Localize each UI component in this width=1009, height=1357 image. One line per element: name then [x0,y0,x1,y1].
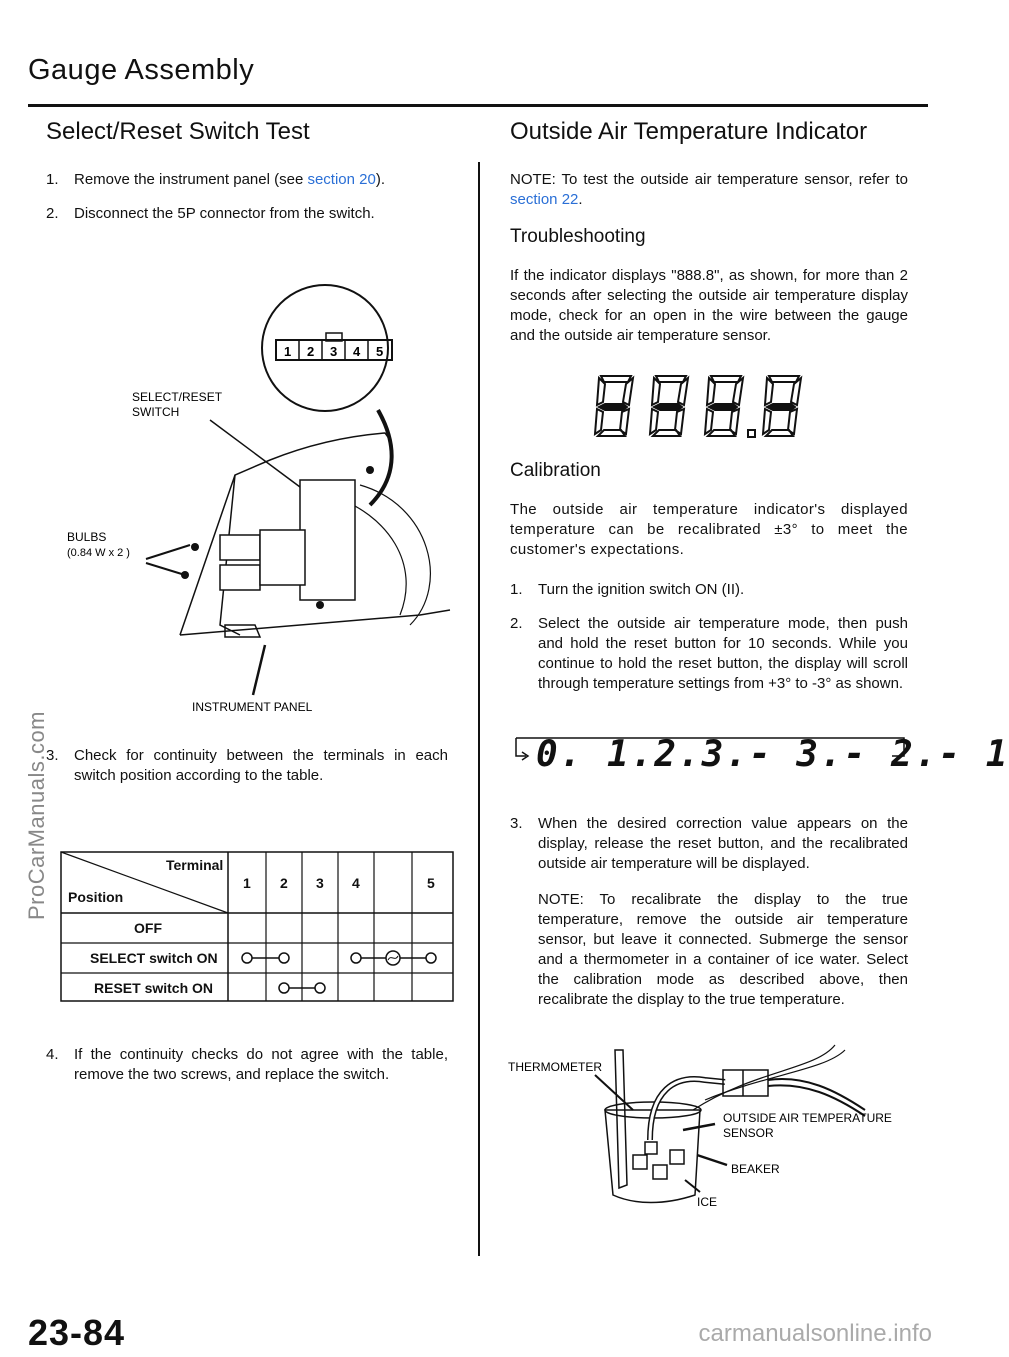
segment-display-8888 [595,372,815,442]
switch-diagram [60,265,460,715]
cal-step-1 [510,580,908,600]
row-position: OFF [134,920,162,936]
section-22-link[interactable]: section 22 [510,191,579,208]
step-number: 1. [510,581,523,598]
step-number: 2. [46,205,59,222]
calibration-note: NOTE: To recalibrate the display to the true temperature, remove the outside air temperature sensor, but leave it connected. Submerge the sensor and a thermometer in a container of ice water. Select the calibration mode as described above, then recalibrate the display to the true temperature. [538,891,908,1008]
step-text: Check for continuity between the terminals in each switch position according to the table. [74,747,448,784]
note-text: NOTE: To test the outside air temperature sensor, refer to [510,171,908,188]
scroll-display-value: 0. 1.2.3.- 3.- 2.- 1 [536,734,1009,775]
troubleshooting-text: If the indicator displays "888.8", as shown, for more than 2 seconds after selecting the outside air temperature display mode, check for an open in the wire between the gauge and the outside air temperature sensor. [510,267,908,344]
step-number: 4. [46,1046,59,1063]
label-thermometer: THERMOMETER [508,1060,602,1074]
label-beaker: BEAKER [731,1162,780,1176]
continuity-table [60,851,454,1001]
terminal-header: 3 [316,875,324,891]
select-reset-heading: Select/Reset Switch Test [46,118,310,145]
label-select-reset: SELECT/RESET [132,390,223,404]
header-terminal: Terminal [166,857,224,873]
label-sensor-2: SENSOR [723,1126,774,1140]
note-text: . [578,191,583,208]
pin-label: 2 [307,344,315,359]
column-divider [478,162,480,1256]
pin-label: 4 [353,344,361,359]
step-text: Turn the ignition switch ON (II). [538,581,745,598]
step-1 [46,170,446,190]
pin-label: 1 [284,344,292,359]
label-bulbs: BULBS [67,530,107,544]
beaker-diagram [505,1030,915,1210]
row-position: SELECT switch ON [90,950,218,966]
step-text: If the continuity checks do not agree with the table, remove the two screws, and replace the switch. [74,1046,448,1083]
note-sensor-test [510,170,908,210]
step-number: 3. [46,747,59,764]
footer-watermark: carmanualsonline.info [698,1320,932,1347]
terminal-header: 1 [243,875,251,891]
title-rule [28,104,928,107]
step-4 [46,1045,448,1085]
pin-label: 3 [330,344,338,359]
header-position: Position [68,889,124,905]
step-text: When the desired correction value appears on the display, release the reset button, and the recalibrated outside air temperature will be displayed. [538,815,908,872]
step-3 [46,746,448,786]
label-sensor: OUTSIDE AIR TEMPERATURE [723,1111,892,1125]
section-20-link[interactable]: section 20 [307,171,376,188]
step-text: Remove the instrument panel (see [74,171,308,188]
label-instrument-panel: INSTRUMENT PANEL [192,700,313,714]
pin-label: 5 [376,344,384,359]
label-bulbs-spec: (0.84 W x 2 ) [67,547,130,559]
step-number: 1. [46,171,59,188]
step-text: Select the outside air temperature mode, then push and hold the reset button for 10 seconds. While you continue to hold the reset button, the display will scroll through temperature settings from +3° to -3° as shown. [538,615,908,692]
label-switch: SWITCH [132,405,180,419]
terminal-header: 2 [280,875,288,891]
watermark: ProCarManuals.com [24,710,49,920]
step-number: 2. [510,615,523,632]
calibration-text: The outside air temperature indicator's displayed temperature can be recalibrated ±3° to meet the customer's expectations. [510,501,908,558]
outside-air-temp-heading: Outside Air Temperature Indicator [510,118,868,145]
row-position: RESET switch ON [94,980,214,996]
step-2 [46,204,446,224]
terminal-header: 4 [352,875,360,891]
connector-zoom-circle [262,285,388,411]
calibration-heading: Calibration [510,460,601,481]
step-number: 3. [510,815,523,832]
page-title: Gauge Assembly [28,54,255,86]
scroll-display [512,734,1009,776]
terminal-header: 5 [427,875,435,891]
label-ice: ICE [697,1195,718,1209]
troubleshooting-heading: Troubleshooting [510,226,646,247]
cal-step-2 [510,614,908,694]
step-text: Disconnect the 5P connector from the switch. [74,205,375,222]
cal-step-3 [510,814,908,874]
switch-body [300,480,355,600]
page-number: 23-84 [28,1312,126,1353]
step-text: ). [375,171,386,188]
